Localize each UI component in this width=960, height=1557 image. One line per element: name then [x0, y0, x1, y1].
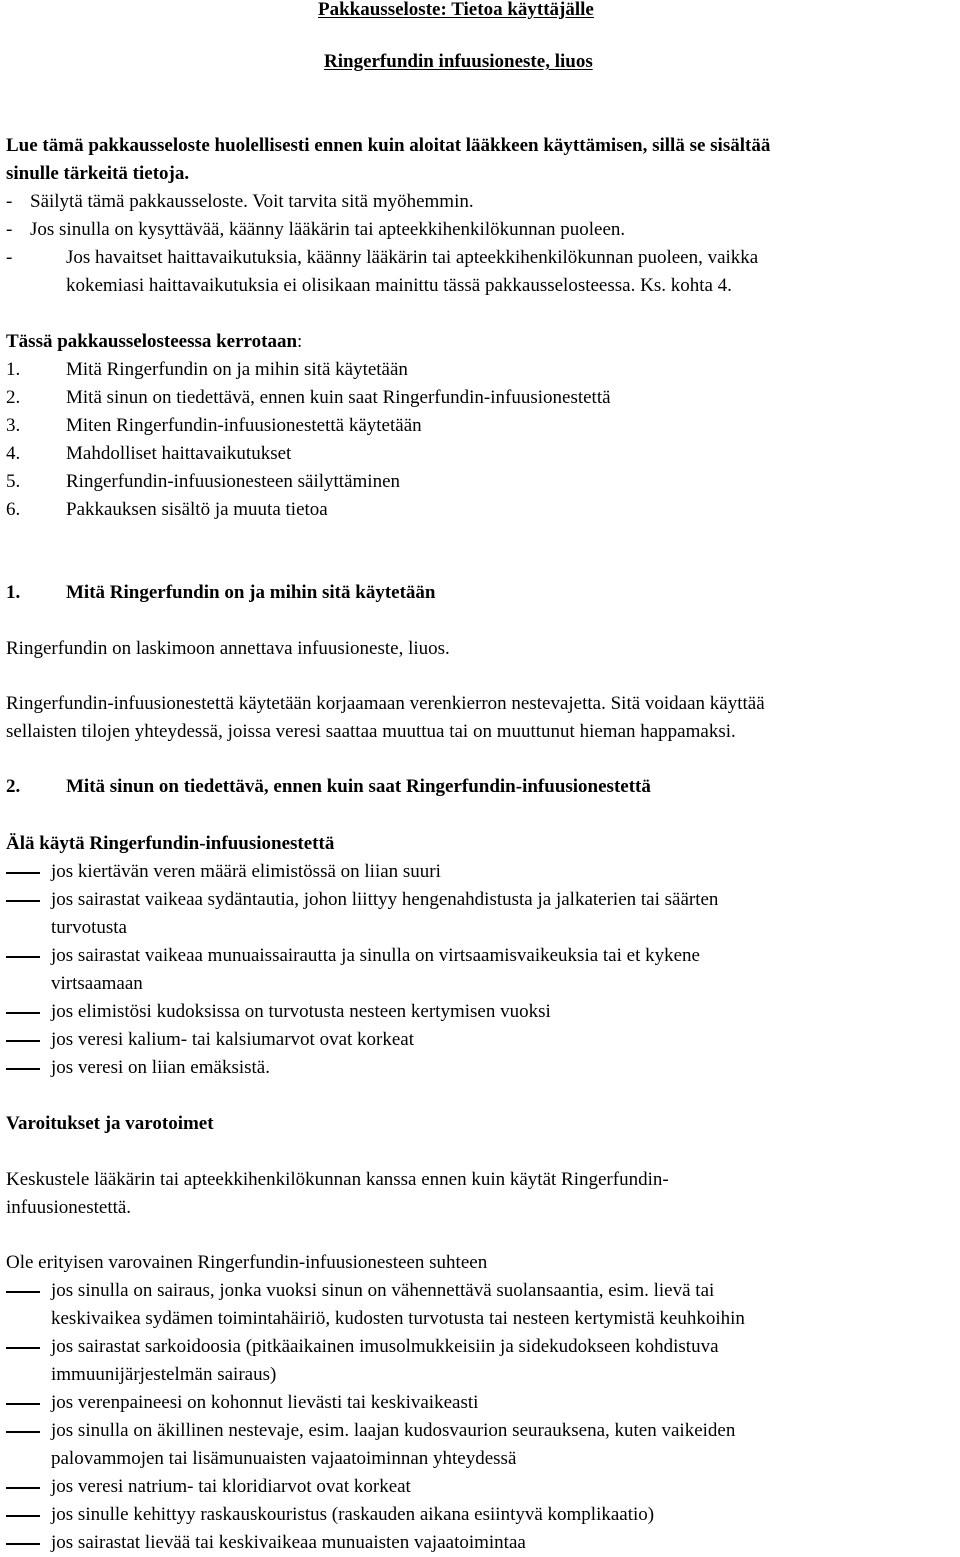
dash-marker [6, 1515, 40, 1517]
item-text: jos sairastat lievää tai keskivaikeaa munuaisten vajaatoimintaa [51, 1532, 526, 1553]
careful-item-3 [6, 1389, 906, 1417]
warnings-heading: Varoitukset ja varotoimet [6, 1113, 214, 1134]
do-not-use-item-2 [6, 886, 906, 942]
item-text-continuation: virtsaamaan [51, 973, 143, 994]
bullet-text: Jos havaitset haittavaikutuksia, käänny lääkärin tai apteekkihenkilökunnan puoleen, vaikka [66, 247, 759, 268]
warnings-para-line-2: infuusionestettä. [6, 1197, 132, 1218]
item-text: jos sairastat vaikeaa sydäntautia, johon liittyy hengenahdistusta ja jalkaterien tai säärten [51, 889, 719, 910]
item-text: jos veresi kalium- tai kalsiumarvot ovat korkeat [51, 1029, 415, 1050]
section-1-para-2-line-1: Ringerfundin-infuusionestettä käytetään korjaamaan verenkierron nestevajetta. Sitä voidaan käyttää [6, 693, 765, 714]
warnings-para-line-1: Keskustele lääkärin tai apteekkihenkilökunnan kanssa ennen kuin käytät Ringerfundin- [6, 1169, 669, 1190]
dash-marker [6, 1347, 40, 1349]
toc-text: Mahdolliset haittavaikutukset [66, 443, 292, 464]
item-text: jos sairastat vaikeaa munuaissairautta ja sinulla on virtsaamisvaikeuksia tai et kykene [51, 945, 700, 966]
careful-item-5 [6, 1473, 906, 1501]
section-1-title: Mitä Ringerfundin on ja mihin sitä käytetään [66, 582, 436, 603]
item-text-continuation: turvotusta [51, 917, 127, 938]
do-not-use-item-3 [6, 942, 906, 998]
item-text: jos sairastat sarkoidoosia (pitkäaikainen imusolmukkeisiin ja sidekudokseen kohdistuva [51, 1336, 719, 1357]
do-not-use-item-4 [6, 998, 906, 1026]
toc-number: 5. [6, 471, 21, 492]
dash-marker [6, 1487, 40, 1489]
dash-marker [6, 1291, 40, 1293]
section-1-para-1: Ringerfundin on laskimoon annettava infuusioneste, liuos. [6, 638, 450, 659]
toc-number: 4. [6, 443, 21, 464]
document-subtitle: Ringerfundin infuusioneste, liuos [324, 51, 593, 72]
dash-marker [6, 1543, 40, 1545]
section-1-para-2-line-2: sellaisten tilojen yhteydessä, joissa veresi saattaa muuttua tai on muuttunut hieman happamaksi. [6, 721, 736, 742]
dash-marker [6, 956, 40, 958]
item-text: jos kiertävän veren määrä elimistössä on liian suuri [51, 861, 441, 882]
toc-text: Pakkauksen sisältö ja muuta tietoa [66, 499, 328, 520]
intro-bullet-3-continuation: kokemiasi haittavaikutuksia ei olisikaan mainittu tässä pakkausselosteessa. Ks. kohta 4. [66, 275, 732, 296]
item-text: jos veresi on liian emäksistä. [51, 1057, 270, 1078]
bullet-text: Säilytä tämä pakkausseloste. Voit tarvita sitä myöhemmin. [30, 191, 474, 212]
item-text: jos verenpaineesi on kohonnut lievästi tai keskivaikeasti [51, 1392, 479, 1413]
toc-heading-row [6, 328, 302, 356]
dash-marker [6, 1012, 40, 1014]
toc-text: Miten Ringerfundin-infuusionestettä käytetään [66, 415, 422, 436]
section-1-number: 1. [6, 582, 21, 603]
careful-item-7 [6, 1529, 906, 1557]
toc-text: Mitä Ringerfundin on ja mihin sitä käytetään [66, 359, 408, 380]
document-title: Pakkausseloste: Tietoa käyttäjälle [318, 0, 594, 20]
toc-text: Ringerfundin-infuusionesteen säilyttäminen [66, 471, 401, 492]
careful-heading: Ole erityisen varovainen Ringerfundin-infuusionesteen suhteen [6, 1252, 488, 1273]
item-text-continuation: palovammojen tai lisämunuaisten vajaatoiminnan yhteydessä [51, 1448, 517, 1469]
item-text: jos sinulla on äkillinen nestevaje, esim. laajan kudosvaurion seurauksena, kuten vaikeiden [51, 1420, 736, 1441]
intro-bold-line-2: sinulle tärkeitä tietoja. [6, 163, 190, 184]
toc-number: 6. [6, 499, 21, 520]
toc-number: 2. [6, 387, 21, 408]
bullet-marker: - [6, 247, 13, 268]
careful-item-6 [6, 1501, 906, 1529]
dash-marker [6, 900, 40, 902]
item-text: jos sinulle kehittyy raskauskouristus (raskauden aikana esiintyvä komplikaatio) [51, 1504, 655, 1525]
item-text-continuation: immuunijärjestelmän sairaus) [51, 1364, 277, 1385]
toc-number: 1. [6, 359, 21, 380]
careful-item-2 [6, 1333, 906, 1389]
dash-marker [6, 1068, 40, 1070]
do-not-use-item-6 [6, 1054, 906, 1082]
bullet-marker: - [6, 191, 13, 212]
do-not-use-item-1 [6, 858, 906, 886]
toc-number: 3. [6, 415, 21, 436]
intro-bold-line-1: Lue tämä pakkausseloste huolellisesti ennen kuin aloitat lääkkeen käyttämisen, sillä se sisältää [6, 135, 771, 156]
toc-heading-colon: : [297, 331, 303, 352]
toc-text: Mitä sinun on tiedettävä, ennen kuin saat Ringerfundin-infuusionestettä [66, 387, 611, 408]
dash-marker [6, 1431, 40, 1433]
dash-marker [6, 1040, 40, 1042]
item-text: jos elimistösi kudoksissa on turvotusta nesteen kertymisen vuoksi [51, 1001, 551, 1022]
dash-marker [6, 872, 40, 874]
careful-item-4 [6, 1417, 906, 1473]
careful-item-1 [6, 1277, 906, 1333]
toc-heading: Tässä pakkausselosteessa kerrotaan [6, 331, 298, 352]
bullet-marker: - [6, 219, 13, 240]
do-not-use-heading: Älä käytä Ringerfundin-infuusionestettä [6, 833, 335, 854]
dash-marker [6, 1403, 40, 1405]
bullet-text: Jos sinulla on kysyttävää, käänny lääkärin tai apteekkihenkilökunnan puoleen. [30, 219, 626, 240]
item-text: jos sinulla on sairaus, jonka vuoksi sinun on vähennettävä suolansaantia, esim. lievä tai [51, 1280, 715, 1301]
item-text-continuation: keskivaikea sydämen toimintahäiriö, kudosten turvotusta tai nesteen kertymistä keuhkoihin [51, 1308, 745, 1329]
do-not-use-item-5 [6, 1026, 906, 1054]
section-2-title: Mitä sinun on tiedettävä, ennen kuin saat Ringerfundin-infuusionestettä [66, 776, 651, 797]
section-2-number: 2. [6, 776, 21, 797]
item-text: jos veresi natrium- tai kloridiarvot ovat korkeat [51, 1476, 411, 1497]
